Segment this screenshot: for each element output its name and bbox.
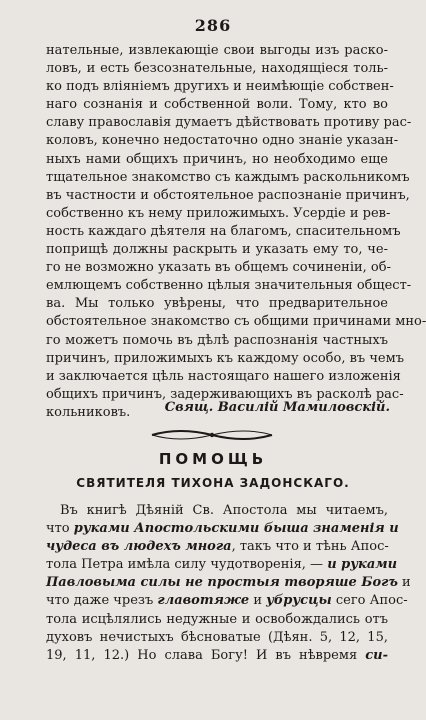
text-line: ность каждаго дѣятеля на благомъ, спасительномъ xyxy=(46,223,401,239)
italic-quote: чудеса въ людехъ многа xyxy=(46,539,232,555)
text-line: славу православія думаетъ дѣйствовать противу рас- xyxy=(46,115,412,131)
text-line: и заключается цѣль настоящаго нашего изложенія xyxy=(46,368,401,384)
paragraph-schism-causes xyxy=(46,42,426,422)
text-line: общихъ причинъ, задерживающихъ въ расколѣ рас- xyxy=(46,386,404,402)
text-line: тола исцѣлялись недужные и освобождались отъ xyxy=(46,611,388,627)
text-line: наго сознанія и собственной воли. Тому, кто во xyxy=(46,97,388,113)
text-line: ва. Мы только увѣрены, что предварительное xyxy=(46,296,388,312)
text-line: 19, 11, 12.) Но слава Богу! И въ нѣвремя си- xyxy=(46,647,388,663)
text-line: обстоятельное знакомство съ общими причинами мно- xyxy=(46,314,426,330)
text-line: емлющемъ собственно цѣлыя значительныя общест- xyxy=(46,278,412,294)
text-line: ловъ, и есть безсознательные, находящіеся толь- xyxy=(46,61,388,77)
text-line: собственно къ нему приложимыхъ. Усердіе и рев- xyxy=(46,205,391,221)
italic-word: си- xyxy=(365,647,388,663)
article-title: ПОМОЩЬ xyxy=(158,450,268,468)
italic-quote: руками Апостольскими быша знаменія и xyxy=(73,521,399,537)
italic-word: главотяже xyxy=(157,593,250,609)
text-line: ныхъ нами общихъ причинъ, но необходимо еще xyxy=(46,151,388,167)
italic-word: убрусцы xyxy=(266,593,332,609)
author-signature: Свящ. Василій Мамиловскій. xyxy=(164,400,390,415)
text-line: духовъ нечистыхъ бѣсноватые (Дѣян. 5, 12, 15, xyxy=(46,629,388,645)
text-line: тола Петра имѣла силу чудотворенія, — и руками xyxy=(46,557,398,573)
text-line: ко подъ вліяніемъ другихъ и неимѣющіе собствен- xyxy=(46,79,394,95)
page-number: 286 xyxy=(194,16,232,35)
text-line: чудеса въ людехъ многа, такъ что и тѣнь Апос- xyxy=(46,539,389,555)
text-line: кольниковъ. xyxy=(46,404,131,420)
italic-quote: и руками xyxy=(327,557,398,573)
text-line: нательные, извлекающіе свои выгоды изъ раско- xyxy=(46,43,388,58)
text-line: что руками Апостольскими быша знаменія и xyxy=(46,521,399,537)
text-line: коловъ, конечно недостаточно одно знаніе указан- xyxy=(46,133,399,149)
article-subtitle: СВЯТИТЕЛЯ ТИХОНА ЗАДОНСКАГО. xyxy=(76,476,350,490)
text-line: Въ книгѣ Дѣяній Св. Апостола мы читаемъ, xyxy=(60,503,388,518)
text-line: го не возможно указать въ общемъ сочиненіи, об- xyxy=(46,260,391,276)
italic-quote: Павловыма силы не простыя творяше Богъ xyxy=(46,575,398,591)
text-line: тщательное знакомство съ каждымъ раскольникомъ xyxy=(46,169,410,185)
text-line: причинъ, приложимыхъ къ каждому особо, въ чемъ xyxy=(46,350,404,366)
text-line: что даже чрезъ главотяже и убрусцы сего Апос- xyxy=(46,593,408,609)
text-line: Павловыма силы не простыя творяше Богъ и xyxy=(46,575,411,591)
text-line: поприщѣ должны раскрыть и указать ему то, че- xyxy=(46,242,388,258)
text-line: го можетъ помочь въ дѣлѣ распознанія частныхъ xyxy=(46,332,388,348)
text-line: въ частности и обстоятельное распознаніе причинъ, xyxy=(46,187,410,203)
ornament-divider xyxy=(150,425,274,445)
paragraph-apostles xyxy=(46,502,411,665)
